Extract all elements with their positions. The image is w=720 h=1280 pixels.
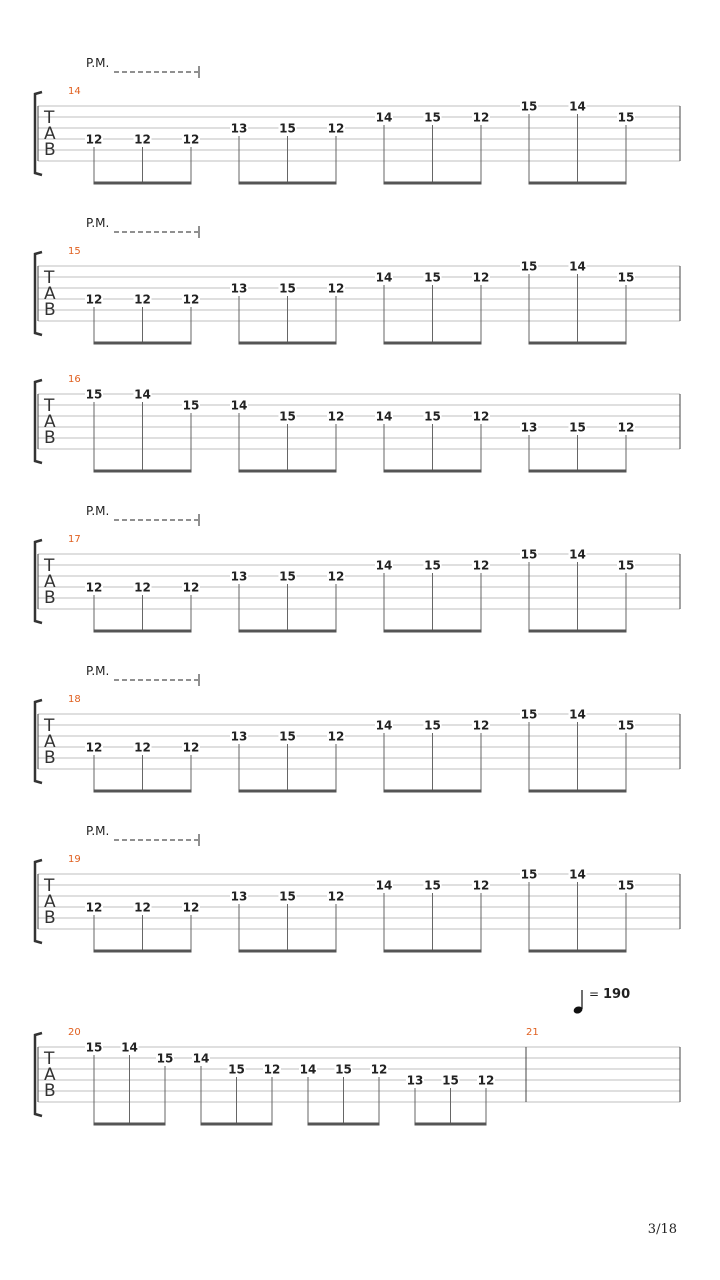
tab-clef-letter: B: [44, 1081, 56, 1101]
measure-number: 18: [68, 694, 81, 705]
fret-number: 12: [327, 121, 345, 136]
measure-number: 15: [68, 246, 81, 257]
fret-number: 12: [182, 132, 200, 147]
fret-number: 15: [424, 718, 441, 733]
measure-number: 19: [68, 854, 81, 865]
fret-number: 14: [569, 99, 586, 114]
tab-clef-letter: T: [44, 396, 55, 416]
fret-number: 13: [520, 420, 538, 435]
beam: [529, 790, 627, 793]
beam: [94, 470, 192, 473]
fret-number: 13: [230, 729, 248, 744]
palm-mute-label: P.M.: [86, 504, 110, 518]
beam: [384, 342, 482, 345]
fret-number: 13: [230, 889, 248, 904]
fret-number: 12: [134, 292, 151, 307]
fret-number: 12: [472, 409, 490, 424]
fret-number: 13: [406, 1073, 424, 1088]
fret-number: 15: [617, 270, 635, 285]
beam: [94, 342, 192, 345]
beam: [239, 182, 337, 185]
fret-number: 14: [569, 259, 586, 274]
fret-number: 14: [375, 558, 393, 573]
tab-clef-letter: B: [44, 908, 56, 928]
fret-number: 12: [134, 580, 151, 595]
fret-number: 12: [182, 580, 200, 595]
beam: [529, 470, 627, 473]
fret-number: 14: [375, 878, 393, 893]
fret-number: 15: [228, 1062, 245, 1077]
fret-number: 12: [182, 292, 200, 307]
fret-number: 14: [569, 547, 586, 562]
fret-number: 12: [327, 889, 345, 904]
fret-number: 15: [520, 707, 538, 722]
beam: [384, 630, 482, 633]
beam: [201, 1123, 273, 1126]
fret-number: 14: [375, 110, 393, 125]
beam: [94, 630, 192, 633]
fret-number: 13: [230, 121, 248, 136]
fret-number: 12: [327, 729, 345, 744]
tab-clef-letter: B: [44, 140, 56, 160]
tab-clef-letter: A: [44, 732, 56, 752]
tab-clef-letter: B: [44, 300, 56, 320]
fret-number: 15: [279, 889, 296, 904]
tab-clef-letter: A: [44, 572, 56, 592]
tab-clef-letter: T: [44, 556, 55, 576]
fret-number: 15: [279, 729, 296, 744]
beam: [94, 1123, 166, 1126]
tab-clef-letter: A: [44, 284, 56, 304]
fret-number: 15: [520, 99, 538, 114]
fret-number: 15: [85, 1040, 103, 1055]
beam: [239, 342, 337, 345]
fret-number: 15: [617, 718, 635, 733]
fret-number: 15: [617, 110, 635, 125]
fret-number: 15: [279, 281, 296, 296]
fret-number: 12: [85, 740, 103, 755]
palm-mute-label: P.M.: [86, 56, 110, 70]
fret-number: 12: [472, 718, 490, 733]
fret-number: 15: [182, 398, 200, 413]
beam: [529, 950, 627, 953]
fret-number: 12: [134, 132, 151, 147]
palm-mute-label: P.M.: [86, 824, 110, 838]
fret-number: 12: [85, 900, 103, 915]
palm-mute-label: P.M.: [86, 216, 110, 230]
tab-clef-letter: T: [44, 716, 55, 736]
beam: [529, 342, 627, 345]
fret-number: 12: [263, 1062, 281, 1077]
beam: [384, 182, 482, 185]
fret-number: 15: [617, 558, 635, 573]
tempo-bpm: 190: [603, 987, 631, 1002]
fret-number: 13: [230, 569, 248, 584]
tab-clef-letter: A: [44, 124, 56, 144]
beam: [529, 630, 627, 633]
measure-number: 20: [68, 1027, 81, 1038]
fret-number: 12: [134, 740, 151, 755]
fret-number: 14: [121, 1040, 138, 1055]
tempo-equals: =: [589, 987, 600, 1001]
tab-clef-letter: A: [44, 412, 56, 432]
beam: [529, 182, 627, 185]
fret-number: 12: [85, 292, 103, 307]
fret-number: 12: [472, 270, 490, 285]
page-number: 3/18: [647, 1222, 677, 1237]
fret-number: 12: [134, 900, 151, 915]
fret-number: 15: [424, 270, 441, 285]
tab-clef-letter: T: [44, 876, 55, 896]
tab-clef-letter: T: [44, 108, 55, 128]
beam: [239, 630, 337, 633]
fret-number: 15: [335, 1062, 352, 1077]
fret-number: 15: [520, 259, 538, 274]
fret-number: 14: [299, 1062, 317, 1077]
fret-number: 15: [617, 878, 635, 893]
measure-number: 17: [68, 534, 81, 545]
tab-clef-letter: B: [44, 428, 56, 448]
fret-number: 14: [569, 867, 586, 882]
fret-number: 15: [424, 878, 441, 893]
fret-number: 15: [279, 121, 296, 136]
fret-number: 15: [520, 547, 538, 562]
fret-number: 15: [520, 867, 538, 882]
fret-number: 14: [134, 387, 151, 402]
fret-number: 14: [375, 718, 393, 733]
beam: [239, 950, 337, 953]
fret-number: 14: [230, 398, 248, 413]
beam: [239, 790, 337, 793]
fret-number: 12: [617, 420, 635, 435]
fret-number: 12: [85, 132, 103, 147]
beam: [384, 950, 482, 953]
fret-number: 14: [375, 409, 393, 424]
fret-number: 12: [327, 409, 345, 424]
beam: [384, 790, 482, 793]
fret-number: 12: [477, 1073, 495, 1088]
fret-number: 14: [192, 1051, 210, 1066]
fret-number: 15: [279, 409, 296, 424]
fret-number: 15: [424, 558, 441, 573]
tab-clef-letter: A: [44, 1065, 56, 1085]
beam: [94, 950, 192, 953]
fret-number: 15: [442, 1073, 459, 1088]
beam: [239, 470, 337, 473]
tab-clef-letter: B: [44, 588, 56, 608]
fret-number: 15: [569, 420, 586, 435]
fret-number: 15: [156, 1051, 174, 1066]
tab-clef-letter: A: [44, 892, 56, 912]
measure-number: 16: [68, 374, 81, 385]
measure-number: 21: [526, 1027, 539, 1038]
fret-number: 12: [327, 569, 345, 584]
tab-clef-letter: T: [44, 268, 55, 288]
fret-number: 15: [424, 110, 441, 125]
fret-number: 12: [182, 900, 200, 915]
fret-number: 14: [569, 707, 586, 722]
fret-number: 12: [182, 740, 200, 755]
fret-number: 12: [370, 1062, 388, 1077]
tab-clef-letter: T: [44, 1049, 55, 1069]
beam: [415, 1123, 487, 1126]
beam: [384, 470, 482, 473]
fret-number: 15: [279, 569, 296, 584]
beam: [94, 182, 192, 185]
fret-number: 13: [230, 281, 248, 296]
fret-number: 15: [424, 409, 441, 424]
palm-mute-label: P.M.: [86, 664, 110, 678]
fret-number: 12: [327, 281, 345, 296]
fret-number: 15: [85, 387, 103, 402]
fret-number: 12: [472, 558, 490, 573]
fret-number: 12: [472, 110, 490, 125]
measure-number: 14: [68, 86, 81, 97]
fret-number: 12: [85, 580, 103, 595]
tab-clef-letter: B: [44, 748, 56, 768]
fret-number: 12: [472, 878, 490, 893]
beam: [308, 1123, 380, 1126]
fret-number: 14: [375, 270, 393, 285]
beam: [94, 790, 192, 793]
